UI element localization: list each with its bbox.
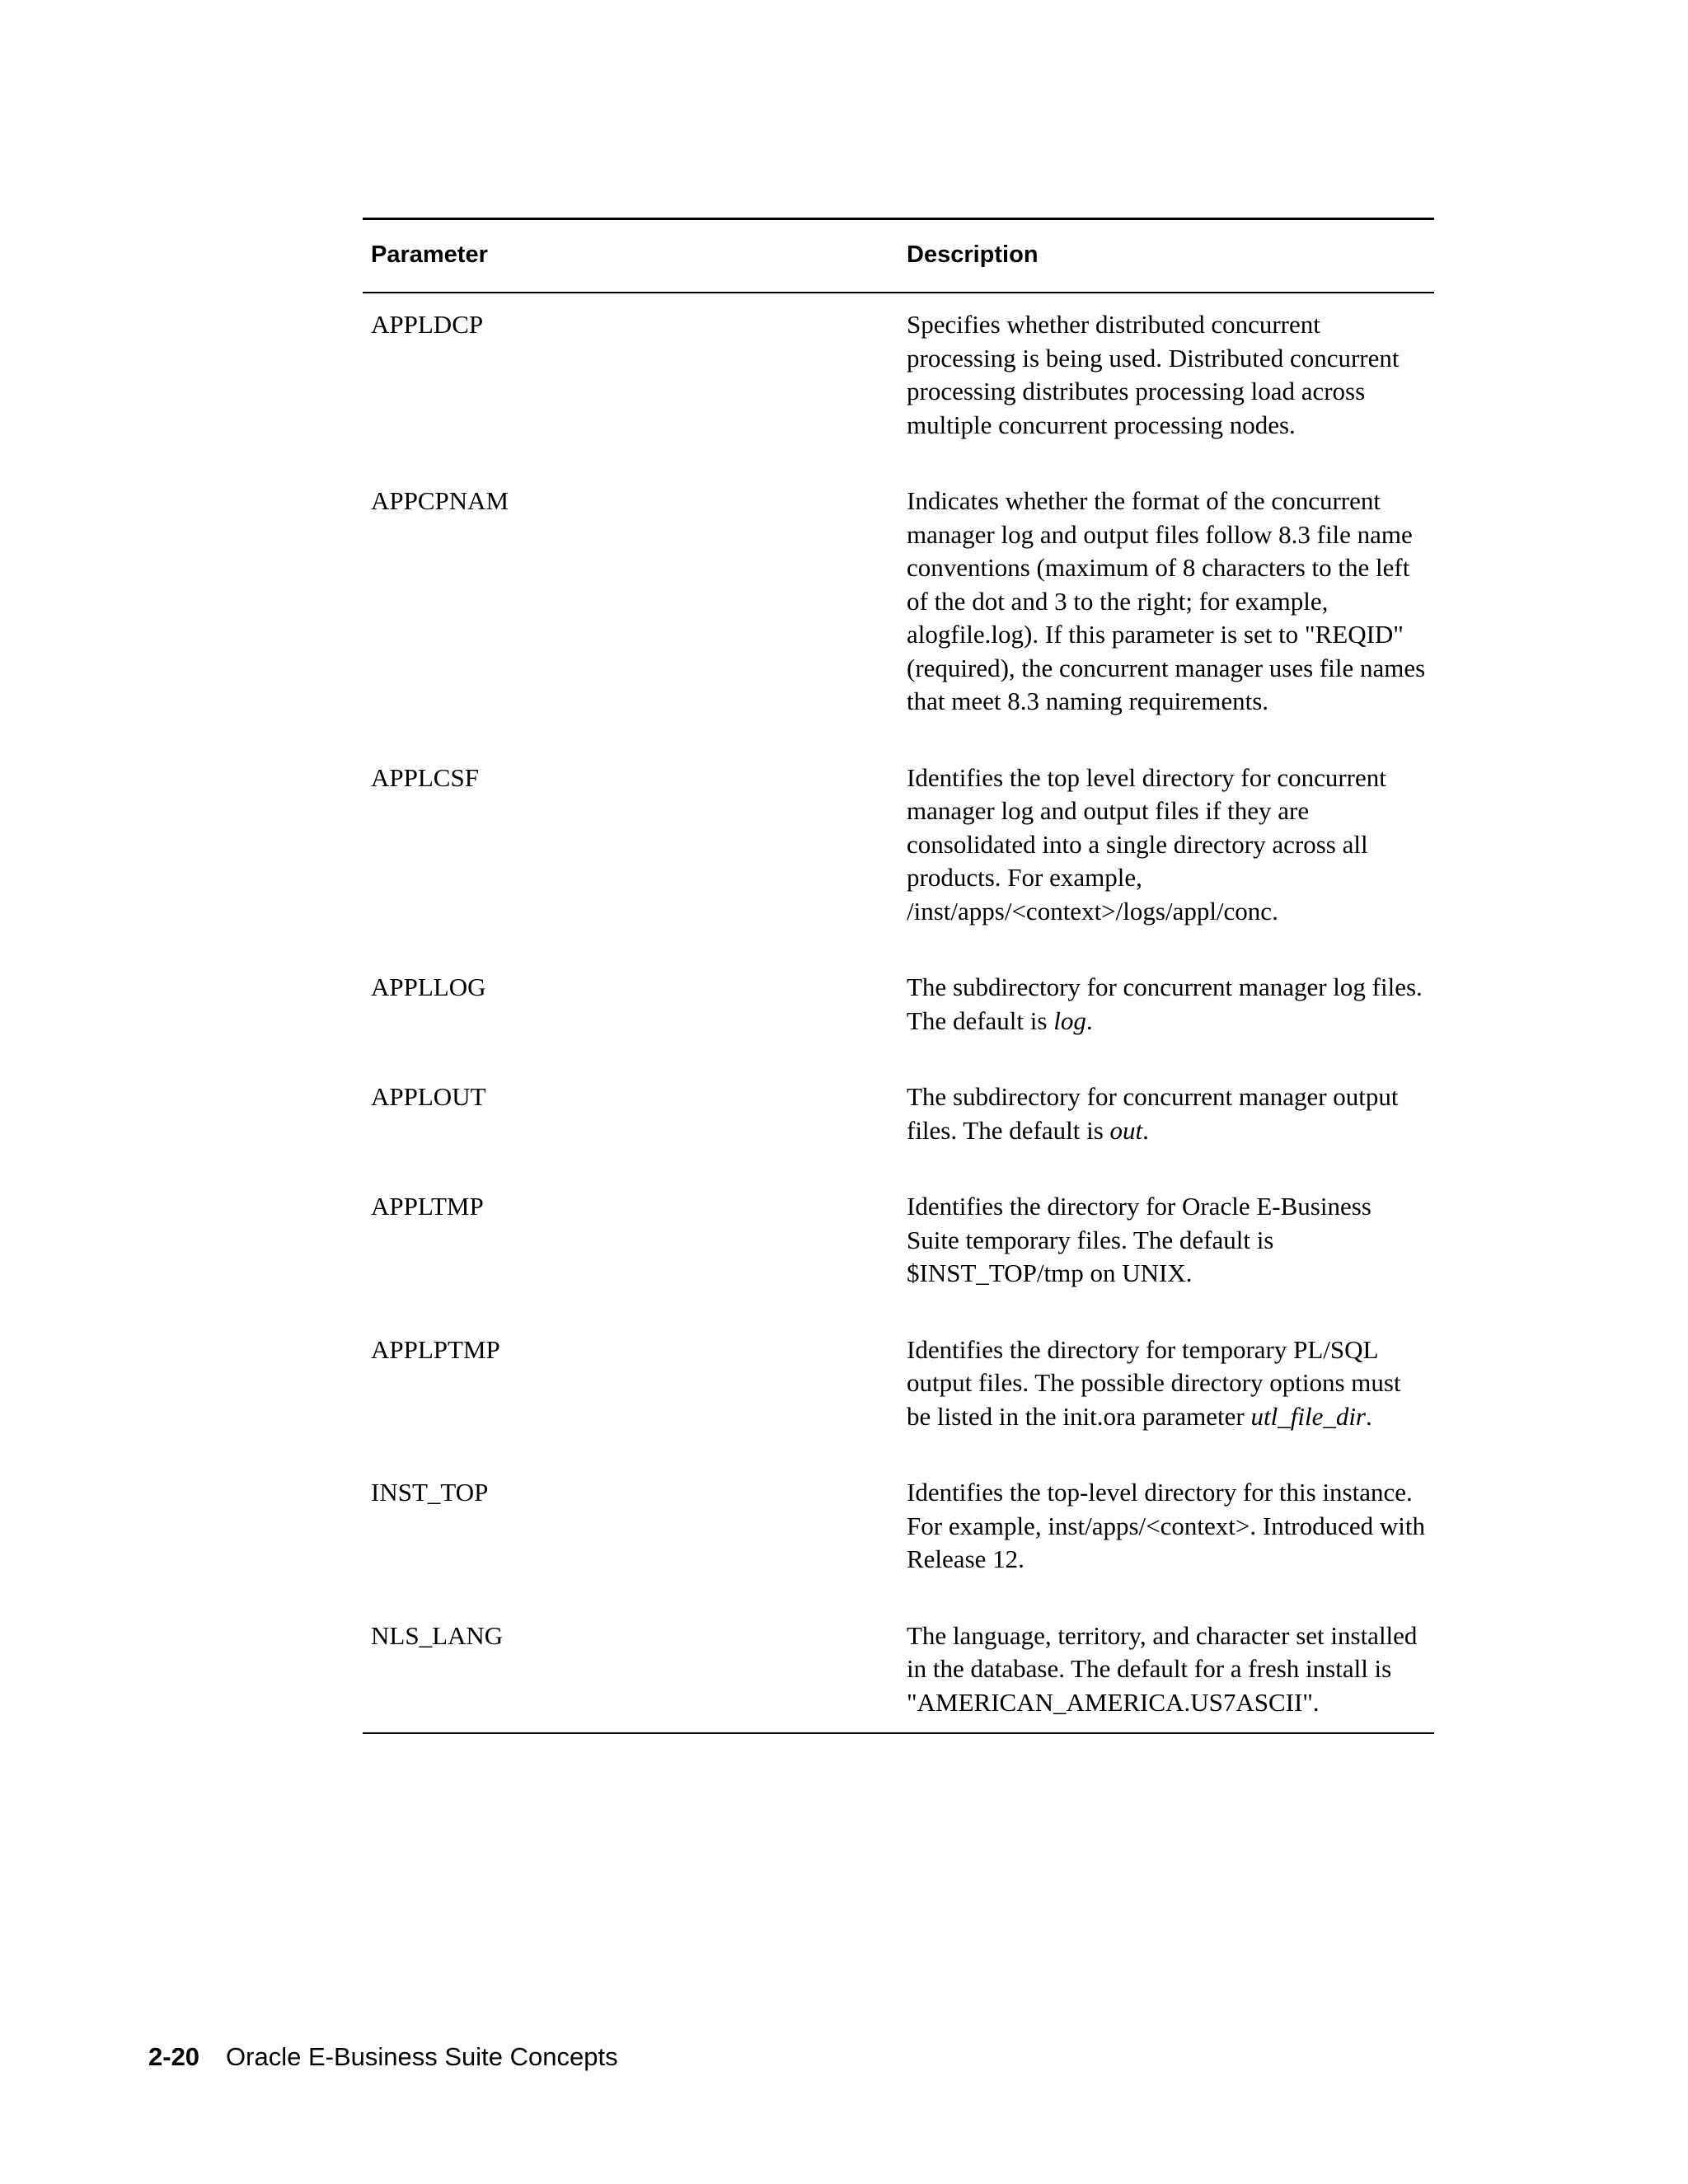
parameter-name: APPLPTMP [371, 1334, 500, 1364]
table-row [363, 293, 1434, 485]
description-text: Identifies the top-level directory for this instance. For example, inst/apps/<context>. Introduced with Release 12. [907, 1478, 1426, 1573]
table-row [363, 1333, 1434, 1477]
description-text: . [1366, 1401, 1372, 1431]
parameter-name: APPCPNAM [371, 486, 509, 515]
description-text: Identifies the directory for Oracle E-Business Suite temporary files. The default is $INST_TOP/tmp on UNIX. [907, 1192, 1372, 1287]
parameter-name: INST_TOP [371, 1478, 489, 1507]
description-text: The language, territory, and character set installed in the database. The default for a fresh install is "AMERICAN_AMERICA.US7ASCII". [907, 1620, 1418, 1717]
description-italic-text: utl_file_dir [1250, 1401, 1366, 1431]
parameter-description [898, 1476, 1434, 1619]
table-row [363, 762, 1434, 972]
parameter-name: NLS_LANG [363, 1619, 898, 1734]
parameter-name: APPLLOG [371, 972, 486, 1001]
table-row [363, 1619, 1434, 1734]
parameter-name: APPLOUT [371, 1082, 486, 1111]
parameter-description [898, 293, 1434, 485]
description-text: . [1085, 1005, 1093, 1035]
page-number: 2-20 [148, 2042, 200, 2071]
table-body [363, 293, 1434, 1733]
description-text: Specifies whether distributed concurrent processing is being used. Distributed concurrent processing distributes processing load across multiple concurrent processing nodes. [907, 310, 1400, 439]
description-text: Indicates whether the format of the concurrent manager log and output files follow 8.3 file name conventions (maximum of 8 characters to the left of the dot and 3 to the right; for example, alogfile.log). If this parameter is set to "REQID" (required), the concurrent manager uses file names that meet 8.3 naming requirements. [907, 486, 1426, 715]
table-header-row [363, 219, 1434, 293]
page-footer [148, 2042, 618, 2072]
description-text: The subdirectory for concurrent manager log files. The default is [907, 972, 1423, 1035]
table-row [363, 1080, 1434, 1190]
parameter-description [898, 1190, 1434, 1333]
table-row [363, 971, 1434, 1080]
parameter-description [898, 1080, 1434, 1190]
parameter-description [898, 971, 1434, 1080]
parameter-name: APPLCSF [371, 762, 479, 792]
parameter-table [363, 218, 1434, 1734]
table-row [363, 1476, 1434, 1619]
parameter-name: APPLDCP [371, 310, 484, 339]
book-title: Oracle E-Business Suite Concepts [226, 2042, 618, 2071]
description-italic-text: log [1053, 1005, 1086, 1035]
parameter-description [898, 762, 1434, 972]
description-text: Identifies the top level directory for concurrent manager log and output files if they are consolidated into a single directory across all products. For example, /inst/apps/<context>/logs/appl/conc. [907, 762, 1386, 926]
parameter-description [898, 485, 1434, 762]
parameter-name: APPLTMP [371, 1192, 484, 1221]
description-column-header: Description [898, 219, 1434, 293]
description-text: Identifies the directory for temporary PL/SQL output files. The possible directory options must be listed in the init.ora parameter [907, 1334, 1401, 1431]
parameter-description [898, 1619, 1434, 1734]
description-text: . [1142, 1115, 1149, 1145]
table-row [363, 1190, 1434, 1333]
description-text: The subdirectory for concurrent manager output files. The default is [907, 1082, 1399, 1145]
description-italic-text: out [1109, 1115, 1143, 1145]
parameter-column-header: Parameter [363, 219, 898, 293]
table-row [363, 485, 1434, 762]
parameter-description [898, 1333, 1434, 1477]
